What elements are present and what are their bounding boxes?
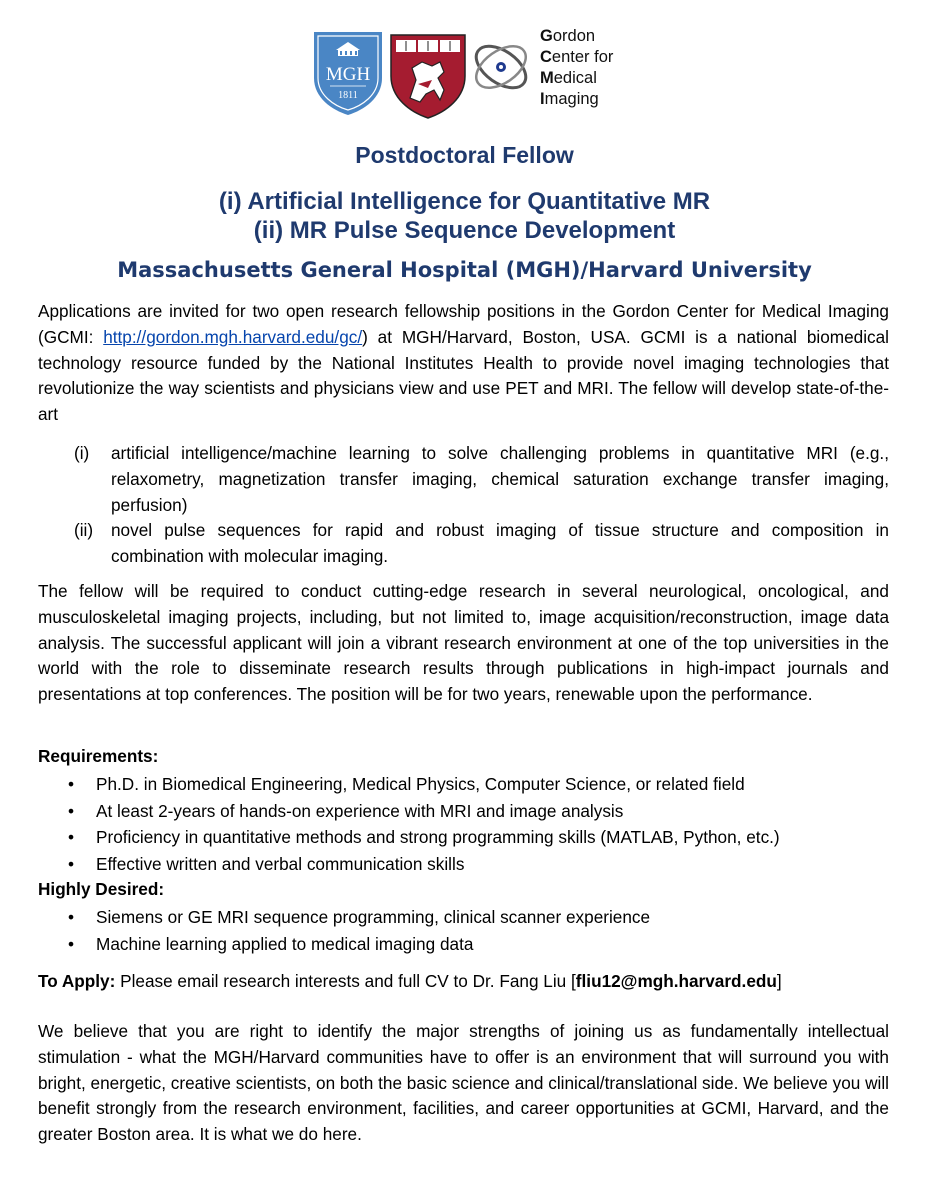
- mgh-logo-name: MGH: [325, 64, 371, 85]
- requirements-heading: Requirements:: [38, 746, 159, 766]
- gcmi-line: Center for: [540, 48, 614, 66]
- list-item: • Ph.D. in Biomedical Engineering, Medical Physics, Computer Science, or related field: [38, 771, 889, 798]
- bullet-icon: •: [68, 774, 75, 794]
- apply-line: To Apply: Please email research interests and full CV to Dr. Fang Liu [fliu12@mgh.harvard.edu]: [38, 971, 782, 991]
- bullet-icon: •: [68, 800, 75, 821]
- position-title-ai: (i) Artificial Intelligence for Quantitative MR: [218, 188, 711, 215]
- intro-paragraph: Applications are invited for two open research fellowship positions in the Gordon Center for Medical Imaging (GCMI: http://gordon.mgh.harvard.edu/gc/) at MGH/Harvard, Boston, USA. GCMI is a national biomedical technology resource funded by the National Institutes Health to provide novel imaging technologies that revolutionize the way scientists and physicians view and use PET and MRI. The fellow will develop state-of-the-art: [38, 301, 889, 425]
- list-item: • Machine learning applied to medical imaging data: [38, 931, 889, 958]
- mgh-shield-logo: [312, 30, 384, 116]
- contact-email[interactable]: fliu12@mgh.harvard.edu: [575, 971, 777, 991]
- list-item: • Effective written and verbal communication skills: [38, 851, 889, 878]
- position-titles: [0, 187, 929, 245]
- list-item: • At least 2-years of hands-on experience with MRI and image analysis: [38, 798, 889, 825]
- gcmi-wordmark: [540, 26, 613, 110]
- bullet-icon: •: [68, 933, 75, 954]
- bullet-icon: •: [68, 907, 75, 927]
- gcmi-line: Medical: [540, 69, 597, 87]
- develop-item: (ii) novel pulse sequences for rapid and robust imaging of tissue structure and composition in combination with molecular imaging.: [74, 520, 889, 567]
- desired-list: [38, 904, 889, 957]
- page-title: Postdoctoral Fellow: [355, 142, 574, 168]
- gcmi-swirl-logo: [468, 32, 534, 102]
- institution-title: Massachusetts General Hospital (MGH)/Harvard University: [117, 258, 812, 282]
- develop-list: [38, 441, 889, 570]
- logo-header: [312, 24, 632, 124]
- harvard-shield-logo: [388, 32, 468, 120]
- requirements-list: [38, 771, 889, 877]
- mgh-logo-year: 1811: [338, 90, 358, 101]
- gcmi-line: Imaging: [540, 90, 599, 108]
- gcmi-line: Gordon: [540, 27, 596, 45]
- bullet-icon: •: [68, 853, 75, 874]
- description-paragraph: The fellow will be required to conduct cutting-edge research in several neurological, oncological, and musculoskeletal imaging projects, including, but not limited to, image acquisition/reconstruction, image data analysis. The successful applicant will join a vibrant research environment at one of the top universities in the world with the role to disseminate research results through publications in high-impact journals and presentations at top conferences. The position will be for two years, renewable upon the performance.: [38, 581, 889, 705]
- position-title-pulse: (ii) MR Pulse Sequence Development: [253, 217, 676, 244]
- desired-heading: Highly Desired:: [38, 879, 165, 899]
- gcmi-website-link[interactable]: http://gordon.mgh.harvard.edu/gc/: [103, 326, 363, 347]
- develop-item: (i) artificial intelligence/machine learning to solve challenging problems in quantitative MRI (e.g., relaxometry, magnetization transfer imaging, chemical saturation exchange transfer imaging, perfusion): [74, 443, 889, 515]
- apply-label: To Apply:: [38, 971, 116, 991]
- bullet-icon: •: [68, 827, 75, 847]
- closing-paragraph: We believe that you are right to identify the major strengths of joining us as fundamentally intellectual stimulation - what the MGH/Harvard communities have to offer is an environment that will surround you with bright, energetic, creative scientists, on both the basic science and clinical/translational side. We believe you will benefit strongly from the research environment, facilities, and career opportunities at GCMI, Harvard, and the greater Boston area. It is what we do here.: [38, 1021, 889, 1145]
- list-item: • Proficiency in quantitative methods and strong programming skills (MATLAB, Python, etc.): [38, 824, 889, 851]
- list-item: • Siemens or GE MRI sequence programming, clinical scanner experience: [38, 904, 889, 931]
